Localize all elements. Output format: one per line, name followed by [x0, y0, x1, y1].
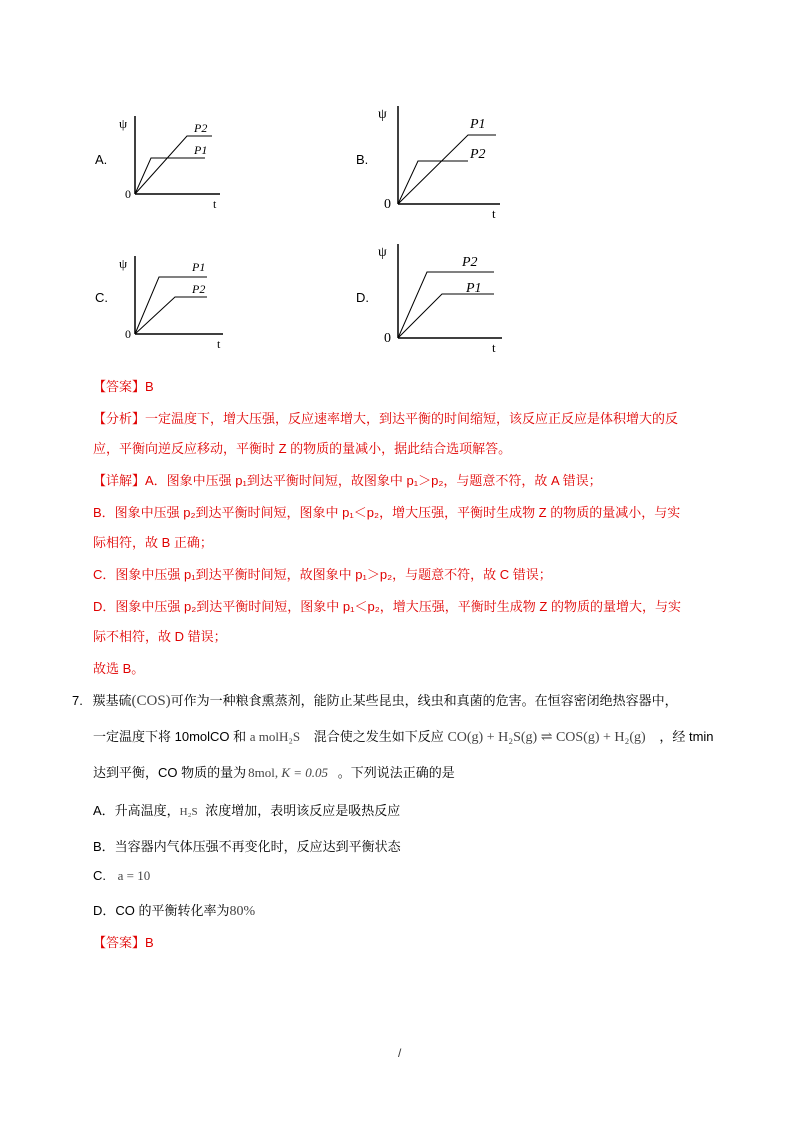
moles-formula: 8mol [248, 765, 275, 780]
curve-upper-label: P1 [470, 117, 486, 132]
option-label: D. [356, 290, 369, 305]
graph-option-b [356, 100, 516, 220]
detail-choose: 故选 B。 [93, 661, 145, 676]
graph-c-svg [95, 250, 245, 350]
analysis-line-1: 【分析】一定温度下，增大压强，反应速率增大，到达平衡的时间缩短，该反应正反应是体积增大的反 [93, 411, 679, 426]
axis-x-label: t [217, 337, 221, 350]
curve-lower-label: P2 [470, 147, 486, 162]
curve-upper [398, 135, 496, 204]
curve-lower-label: P1 [194, 143, 208, 157]
q7-text: 可作为一种粮食熏蒸剂，能防止某些昆虫，线虫和真菌的危害。在恒容密闭绝热容器中， [170, 693, 678, 708]
h2s-formula: H₂S [179, 806, 198, 818]
answer-label: 【答案】B [93, 379, 154, 394]
axis-y-label: ψ [378, 245, 387, 260]
axis-y-label: ψ [378, 107, 387, 122]
a-equals-formula: a = 10 [117, 868, 151, 883]
question-7-line-1 [72, 690, 678, 710]
answer-7-label: 【答案】B [93, 935, 154, 950]
q7-text: 羰基硫 [92, 693, 132, 708]
cos-formula: (COS) [131, 693, 171, 709]
q7-text: 混合使之发生如下反应 [313, 729, 444, 744]
option-b: B．当容器内气体压强不再变化时，反应达到平衡状态 [93, 839, 401, 854]
origin-label: 0 [384, 197, 391, 212]
detail-d-line-2: 际不相符，故 D 错误； [93, 629, 227, 644]
axis-x-label: t [213, 197, 217, 210]
option-a-text: 浓度增加，表明该反应是吸热反应 [205, 803, 401, 818]
curve-lower [135, 297, 207, 334]
amount-formula: a molH₂S [249, 729, 301, 744]
analysis-line-2: 应，平衡向逆反应移动，平衡时 Z 的物质的量减小，据此结合选项解答。 [93, 441, 512, 456]
detail-c: C．图象中压强 p₁到达平衡时间短，故图象中 p₁＞p₂，与题意不符，故 C 错误； [93, 567, 552, 582]
option-label: C. [95, 290, 108, 305]
q7-text: ，经 tmin [659, 729, 714, 744]
page-number: / [398, 1046, 402, 1060]
axis-y-label: ψ [119, 256, 128, 271]
q7-text: 。下列说法正确的是 [337, 765, 455, 780]
option-d [93, 900, 255, 920]
option-label: A. [95, 152, 108, 167]
percent-formula: 80% [229, 904, 256, 919]
curve-lower [398, 161, 468, 204]
question-7-line-2 [93, 726, 714, 746]
origin-label: 0 [125, 327, 131, 341]
origin-label: 0 [384, 331, 391, 346]
detail-b-line-1: B．图象中压强 p₂到达平衡时间短，图象中 p₁＜p₂，增大压强，平衡时生成物 Z 的物质的量减小，与实 [93, 505, 681, 520]
curve-lower-label: P2 [192, 282, 206, 296]
option-d-text: D．CO 的平衡转化率为 [93, 903, 230, 918]
graph-a-svg [95, 110, 235, 210]
curve-lower [398, 294, 494, 338]
graph-d-svg [356, 238, 516, 358]
detail-a: 【详解】A．图象中压强 p₁到达平衡时间短，故图象中 p₁＞p₂，与题意不符，故 A 错误； [93, 473, 602, 488]
detail-b-line-2: 际相符，故 B 正确； [93, 535, 213, 550]
origin-label: 0 [125, 187, 131, 201]
k-formula: K = 0.05 [281, 765, 329, 780]
graph-option-c [95, 250, 245, 350]
option-a-text: A．升高温度， [93, 803, 180, 818]
option-c [93, 868, 150, 884]
option-a [93, 800, 400, 819]
curve-upper-label: P1 [192, 260, 206, 274]
curve-upper-label: P2 [462, 255, 478, 270]
graph-b-svg [356, 100, 516, 220]
option-c-text: C. [93, 868, 106, 883]
question-number: 7. [72, 693, 83, 708]
curve-lower [135, 158, 205, 194]
reaction-equation: CO(g) + H₂S(g) ⇌ COS(g) + H₂(g) [447, 730, 646, 745]
graph-option-d [356, 238, 516, 358]
axis-x-label: t [492, 340, 496, 355]
option-label: B. [356, 152, 369, 167]
q7-text: 达到平衡，CO 物质的量为 [93, 765, 247, 780]
q7-text: 一定温度下将 10molCO 和 [93, 729, 247, 744]
detail-d-line-1: D．图象中压强 p₂到达平衡时间短，图象中 p₁＜p₂，增大压强，平衡时生成物 Z 的物质的量增大，与实 [93, 599, 681, 614]
question-7-line-3: 达到平衡，CO 物质的量为 8mol, K = 0.05 。下列说法正确的是 [93, 765, 455, 780]
curve-lower-label: P1 [466, 281, 482, 296]
axis-x-label: t [492, 206, 496, 220]
graph-option-a [95, 110, 235, 210]
axis-y-label: ψ [119, 116, 128, 131]
curve-upper-label: P2 [194, 121, 208, 135]
